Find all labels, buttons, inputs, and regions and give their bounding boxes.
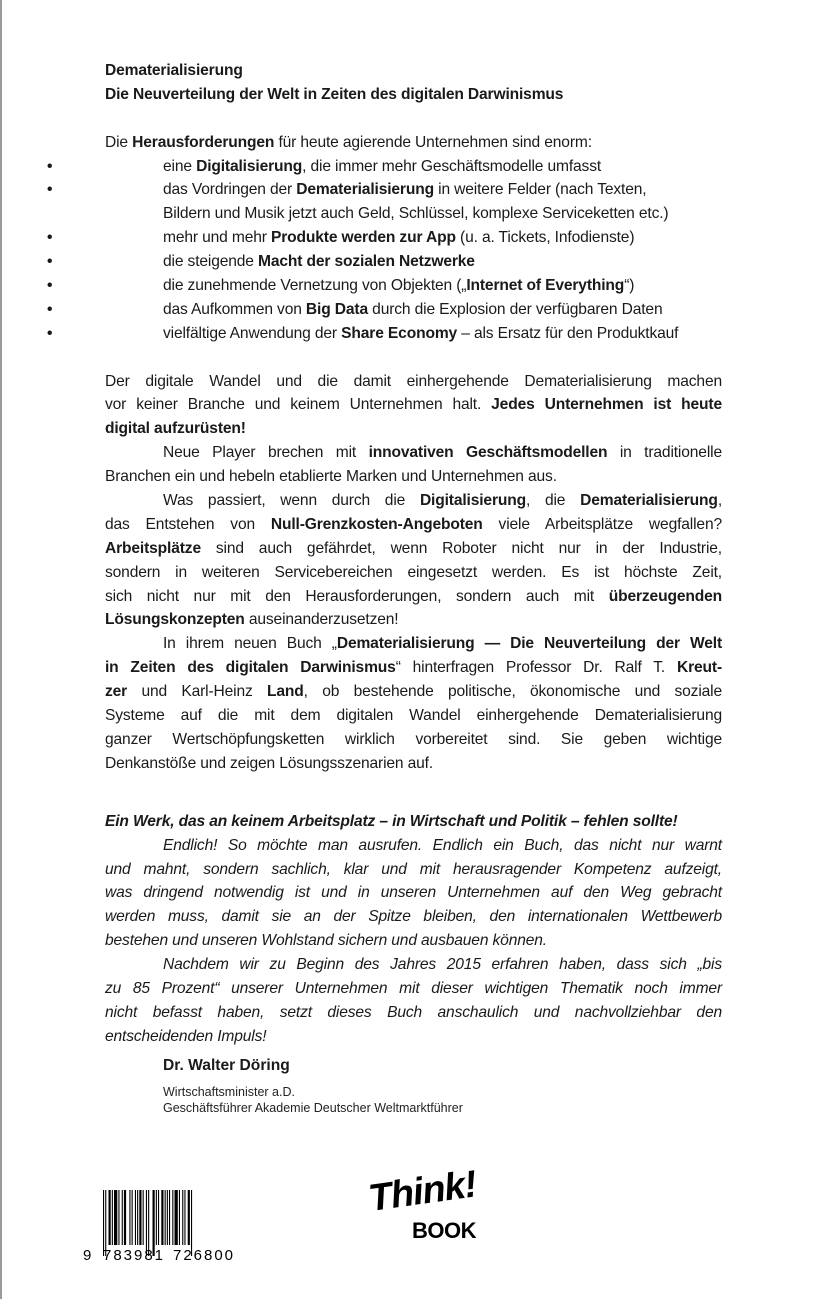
bold-text: Digitalisierung [196, 157, 303, 175]
barcode-bar [109, 1190, 111, 1245]
text-run: Systeme auf die mit dem digitalen Wandel einhergehende Dematerialisierung [105, 707, 722, 725]
bullet-icon: • [47, 300, 53, 318]
paragraph-line [105, 752, 722, 776]
text-run: zu 85 Prozent“ unserer Unternehmen mit dieser wichtigen Thematik noch immer [105, 979, 722, 997]
barcode-bar [167, 1190, 168, 1245]
text-run: die steigende [163, 253, 259, 271]
barcode-digit-first: 9 [83, 1247, 92, 1262]
bold-text: überzeugenden [608, 587, 722, 605]
title-line-1: Dematerialisierung [105, 62, 243, 79]
paragraph-line [105, 656, 722, 680]
text-run: , die [526, 492, 581, 510]
text-run: entscheidenden Impuls! [105, 1027, 267, 1045]
bold-text: Macht der sozialen Netzwerke [258, 253, 475, 271]
text-run: das Entstehen von [105, 515, 271, 533]
bullet-item [105, 202, 722, 226]
text-run: In ihrem neuen Buch „ [163, 635, 337, 653]
bold-text: Dematerialisierung — Die Neuverteilung der Welt [336, 635, 723, 653]
text-run: auseinanderzusetzen! [244, 611, 399, 629]
bullet-icon: • [47, 181, 53, 199]
bullet-icon: • [47, 157, 53, 175]
text-run: und Karl-Heinz [127, 683, 268, 701]
barcode-bar [169, 1190, 170, 1245]
barcode-bar [188, 1190, 190, 1245]
text-run: das Aufkommen von [163, 300, 306, 318]
text-run: ganzer Wertschöpfungsketten wirklich vorbereitet sind. Sie geben wichtige [105, 730, 722, 748]
text-run: Nachdem wir zu Beginn des Jahres 2015 erfahren haben, dass sich „bis [163, 956, 722, 974]
text-run: und mahnt, sondern sachlich, klar und mit herausragender Kompetenz aufzeigt, [105, 860, 722, 878]
bullet-item [47, 322, 722, 346]
text-run: die zunehmende Vernetzung von Objekten („ [163, 277, 467, 295]
barcode-bar [143, 1190, 144, 1245]
text-run: viele Arbeitsplätze wegfallen? [482, 515, 722, 533]
barcode-bar [137, 1190, 138, 1245]
text-run: (u. a. Tickets, Infodienste) [455, 229, 635, 247]
barcode-bar [139, 1190, 141, 1245]
isbn-barcode [83, 1190, 258, 1262]
text-run: Endlich! So möchte man ausrufen. Endlich ein Buch, das nicht nur warnt [163, 836, 722, 854]
bold-text: digital aufzurüsten! [105, 420, 246, 438]
text-run: in traditionelle [607, 444, 722, 462]
quote-line [105, 977, 722, 1001]
signature-name: Dr. Walter Döring [163, 1057, 290, 1074]
barcode-bar [184, 1190, 185, 1245]
paragraph-line [105, 537, 722, 561]
bullet-icon: • [47, 229, 53, 247]
bullet-item [47, 250, 722, 274]
text-run: – als Ersatz für den Produktkauf [457, 324, 679, 342]
paragraph-line [105, 704, 722, 728]
text-run: Denkanstöße und zeigen Lösungsszenarien auf. [105, 754, 434, 772]
quote-line [105, 1001, 722, 1025]
bold-text: Null-Grenzkosten-Angeboten [270, 515, 483, 533]
bold-text: Ein Werk, das an keinem Arbeitsplatz – in Wirtschaft und Politik – fehlen sollte! [105, 812, 678, 830]
back-cover-text [47, 59, 723, 1049]
barcode-bar [156, 1190, 157, 1245]
bullet-item [47, 298, 722, 322]
text-run: durch die Explosion der verfügbaren Daten [367, 300, 663, 318]
paragraph-line [105, 417, 722, 441]
paragraph-line [105, 370, 722, 394]
signature-block [163, 1057, 463, 1116]
bullet-icon: • [47, 277, 53, 295]
quote-line [105, 881, 722, 905]
text-run: “) [624, 277, 635, 295]
text-run: vor keiner Branche und keinem Unternehmen halt. [105, 396, 492, 414]
paragraph-line [105, 489, 722, 513]
bullet-item [47, 274, 722, 298]
signature-role-1: Wirtschaftsminister a.D. [163, 1085, 295, 1099]
text-run: , ob bestehende politische, ökonomische und soziale [303, 683, 723, 701]
signature-role-2: Geschäftsführer Akademie Deutscher Weltmarktführer [163, 1101, 463, 1115]
barcode-bar [158, 1190, 159, 1245]
text-run: sind auch gefährdet, wenn Roboter nicht nur in der Industrie, [200, 539, 722, 557]
bold-text: Share Economy [341, 324, 458, 342]
bold-text: zer [105, 683, 128, 701]
barcode-digits-left: 783981 [103, 1247, 163, 1262]
text-run: “ hinterfragen Professor Dr. Ralf T. [395, 659, 677, 677]
bold-text: Digitalisierung [419, 492, 526, 510]
bold-text: Kreut- [676, 659, 722, 677]
barcode-bar [132, 1190, 133, 1245]
bold-text: Lösungskonzepten [105, 611, 245, 629]
text-run: was dringend notwendig ist und in unseren Unternehmen auf den Weg gebracht [105, 884, 722, 902]
barcode-bar [122, 1190, 123, 1245]
quote-line [105, 905, 722, 929]
paragraph-line [105, 728, 722, 752]
barcode-bar [118, 1190, 119, 1245]
barcode-bar [182, 1190, 183, 1245]
text-run: Was passiert, wenn durch die [163, 492, 420, 510]
think-book-logo [366, 1163, 492, 1248]
text-run: Branchen ein und hebeln etablierte Marken und Unternehmen aus. [105, 468, 557, 486]
bold-text: Produkte werden zur App [270, 229, 456, 247]
paragraph-line [105, 632, 722, 656]
text-run: Die [105, 133, 133, 151]
bold-text: Big Data [305, 300, 368, 318]
text-run: , die immer mehr Geschäftsmodelle umfasst [302, 157, 602, 175]
text-run: vielfältige Anwendung der [163, 324, 342, 342]
text-run: sondern in weiteren Servicebereichen eingesetzt werden. Es ist höchste Zeit, [105, 563, 722, 581]
quote-headline [105, 810, 722, 834]
barcode-bar [135, 1190, 136, 1245]
barcode-bar [114, 1190, 117, 1245]
bullet-item [47, 178, 722, 202]
text-run: das Vordringen der [163, 181, 297, 199]
barcode-digits-right: 726800 [173, 1247, 233, 1262]
text-run: nicht befasst haben, setzt dieses Buch anschaulich und nachvollziehbar den [105, 1003, 722, 1021]
bullet-item [47, 155, 722, 179]
barcode-bar [165, 1190, 166, 1245]
paragraph-line [105, 608, 722, 632]
bullet-icon: • [47, 324, 53, 342]
bold-text: Dematerialisierung [296, 181, 434, 199]
text-run: werden muss, damit sie an der Spitze bleiben, den internationalen Wettbewerb [105, 908, 722, 926]
barcode-bar [129, 1190, 130, 1245]
barcode-bar [124, 1190, 126, 1245]
barcode-bar [172, 1190, 173, 1245]
text-run: Neue Player brechen mit [163, 444, 369, 462]
intro-line [105, 131, 722, 155]
bold-text: innovativen Geschäftsmodellen [368, 444, 608, 462]
text-run: sich nicht nur mit den Herausforderungen, sondern auch mit [105, 587, 609, 605]
barcode-bar [175, 1190, 178, 1245]
quote-line [105, 929, 722, 953]
quote-line [105, 834, 722, 858]
paragraph-line [105, 585, 722, 609]
barcode-bar [179, 1190, 180, 1245]
bold-text: Land [267, 683, 304, 701]
quote-line [105, 953, 722, 977]
text-run: für heute agierende Unternehmen sind enorm: [274, 133, 592, 151]
bullet-icon: • [47, 253, 53, 271]
quote-line [105, 858, 722, 882]
paragraph-line [105, 441, 722, 465]
barcode-bar [161, 1190, 163, 1245]
page-edge [0, 0, 2, 1299]
quote-line [105, 1025, 722, 1049]
paragraph-line [105, 465, 722, 489]
text-run: Der digitale Wandel und die damit einhergehende Dematerialisierung machen [105, 372, 722, 390]
bold-text: Dematerialisierung [580, 492, 718, 510]
bold-text: Herausforderungen [132, 133, 275, 151]
text-run: eine [163, 157, 197, 175]
text-run: in weitere Felder (nach Texten, [433, 181, 647, 199]
paragraph-line [105, 680, 722, 704]
bullet-item [47, 226, 722, 250]
paragraph-line [105, 513, 722, 537]
paragraph-line [105, 393, 722, 417]
bold-text: Jedes Unternehmen ist heute [491, 396, 722, 414]
bold-text: in Zeiten des digitalen Darwinismus [105, 659, 396, 677]
text-run: bestehen und unseren Wohlstand sichern und ausbauen können. [105, 932, 547, 950]
bold-text: Arbeitsplätze [105, 539, 201, 557]
logo-think-text: Think! [366, 1163, 479, 1221]
text-run: , [717, 492, 722, 510]
barcode-bar [112, 1190, 113, 1245]
text-run: mehr und mehr [163, 229, 271, 247]
paragraph-line [105, 561, 722, 585]
logo-book-text: BOOK [412, 1218, 476, 1243]
bold-text: Internet of Everything [466, 277, 625, 295]
text-run: Bildern und Musik jetzt auch Geld, Schlüssel, komplexe Serviceketten etc.) [163, 205, 669, 223]
title-line-2: Die Neuverteilung der Welt in Zeiten des digitalen Darwinismus [105, 85, 564, 103]
